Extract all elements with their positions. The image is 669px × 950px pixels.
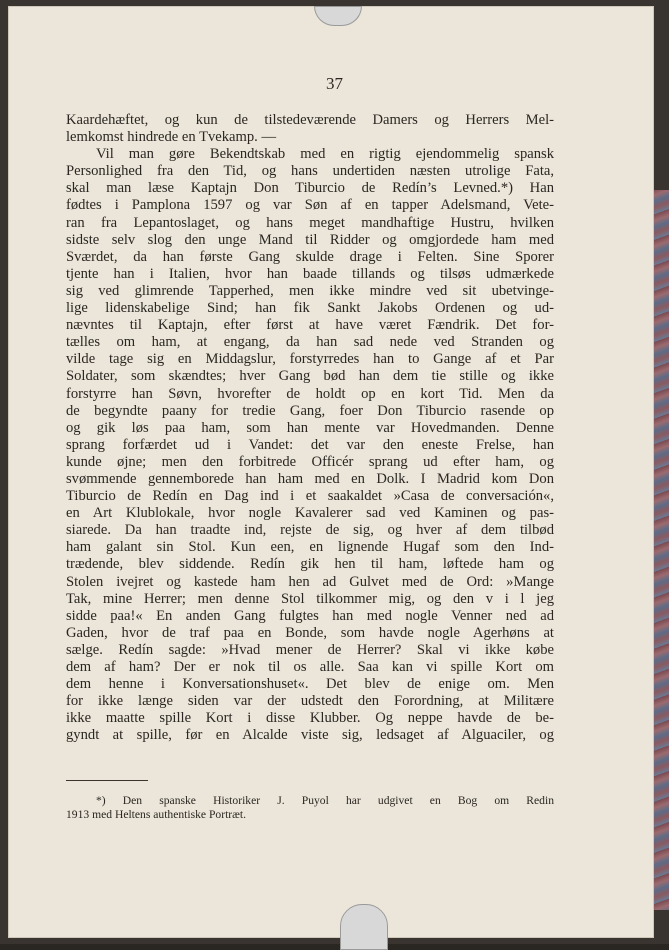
text-line: tjente han i Italien, hvor han baade tillands og tilsøs udmærkede [66, 265, 554, 282]
text-line: svømmende gennemborede han ham med en Dolk. I Madrid kom Don [66, 470, 554, 487]
text-line: Tiburcio de Redín en Dag ind i et saakaldet »Casa de conversación«, [66, 488, 554, 505]
text-line: Kaardehæftet, og kun de tilstedeværende Damers og Herrers Mel- [66, 112, 554, 128]
text-line: Gaden, hvor de traf paa en Bonde, som havde nogle Agerhøns at [66, 624, 554, 641]
text-line: gyndt at spille, før en Alcalde viste sig, ledsaget af Alguaciler, og [66, 727, 554, 744]
text-line: sprang forfærdet ud i Vandet: det var den eneste Frelse, han [66, 436, 554, 453]
body-text [66, 112, 554, 744]
text-line: vilde tage sig en Middagslur, forstyrredes han to Gange af et Par [66, 351, 554, 368]
text-line: Soldater, som skændtes; hver Gang bød han dem tie stille og ikke [66, 368, 554, 385]
text-line: sig ved glimrende Tapperhed, men ikke mindre ved sit ubetvinge- [66, 282, 554, 299]
footnote-line: *) Den spanske Historiker J. Puyol har udgivet en Bog om Redin [96, 794, 554, 807]
footnote [66, 794, 554, 822]
text-line: sidde paa!« En anden Gang fulgtes han med nogle Venner ned ad [66, 607, 554, 624]
text-line: siarede. Da han traadte ind, rejste de sig, og hver af dem tilbød [66, 522, 554, 539]
text-line: tælles om ham, at engang, da han sad nede ved Stranden og [66, 334, 554, 351]
binder-clip-bottom [340, 904, 388, 950]
text-line: trædende, blev siddende. Redín gik hen til ham, løftede ham og [66, 556, 554, 573]
text-line: dem af ham? Der er nok til os alle. Saa kan vi spille Kort om [66, 659, 554, 675]
text-line: lemkomst hindrede en Tvekamp. — [66, 129, 277, 146]
text-line: Tak, mine Herrer; men denne Stol tilkommer mig, og den v i l jeg [66, 590, 554, 607]
text-line: sælge. Redín sagde: »Hvad mener de Herrer? Skal vi ikke købe [66, 641, 554, 658]
text-line: nævntes til Kaptajn, efter først at have været Fændrik. Det for- [66, 317, 554, 334]
text-line: skal man læse Kaptajn Don Tiburcio de Redín’s Levned.*) Han [66, 180, 554, 197]
text-line: og gik løs paa ham, som han mente var Hovedmanden. Denne [66, 419, 554, 436]
page-number: 37 [326, 74, 343, 93]
text-line: en Art Klublokale, hvor nogle Kavalerer sad ved Kaminen og pas- [66, 505, 554, 522]
text-line: fødtes i Pamplona 1597 og var Søn af en tapper Adelsmand, Vete- [66, 197, 554, 214]
text-line: kunde øjne; men den forbitrede Officér sprang ud efter ham, og [66, 453, 554, 470]
text-line: lige lidenskabelige Sind; han fik Sankt Jakobs Ordenen og ud- [66, 300, 554, 317]
text-line: Vil man gøre Bekendtskab med en rigtig ejendommelig spansk [96, 146, 554, 163]
footnote-line: 1913 med Heltens authentiske Portræt. [66, 808, 246, 822]
text-line: dem henne i Konversationshuset«. Det blev de enige om. Men [66, 676, 554, 693]
text-line: ikke maatte spille Kort i disse Klubber. Og neppe havde de be- [66, 710, 554, 727]
footnote-divider [66, 780, 148, 781]
text-line: forstyrre han Søvn, hvorefter de holdt op en kort Tid. Men da [66, 385, 554, 402]
text-line: sidste selv slog den unge Mand til Ridder og omgjordede ham med [66, 231, 554, 248]
text-line: Personlighed fra den Tid, og hans undertiden næsten utrolige Fata, [66, 163, 554, 180]
text-line: de begyndte paany for tredie Gang, foer Don Tiburcio rasende op [66, 402, 554, 419]
text-line: ran fra Lepantoslaget, og hans meget mandhaftige Hustru, hvilken [66, 214, 554, 231]
text-line: for ikke længe siden var der udstedt den Forordning, at Militære [66, 693, 554, 710]
binder-clip-top [314, 6, 362, 26]
text-line: ham galant sin Stol. Kun een, en lignende Hugaf som den Ind- [66, 539, 554, 556]
text-line: Sværdet, da han første Gang skulde drage i Felten. Sine Sporer [66, 248, 554, 265]
text-line: Stolen ivejret og kastede ham hen ad Gulvet med de Ord: »Mange [66, 573, 554, 590]
